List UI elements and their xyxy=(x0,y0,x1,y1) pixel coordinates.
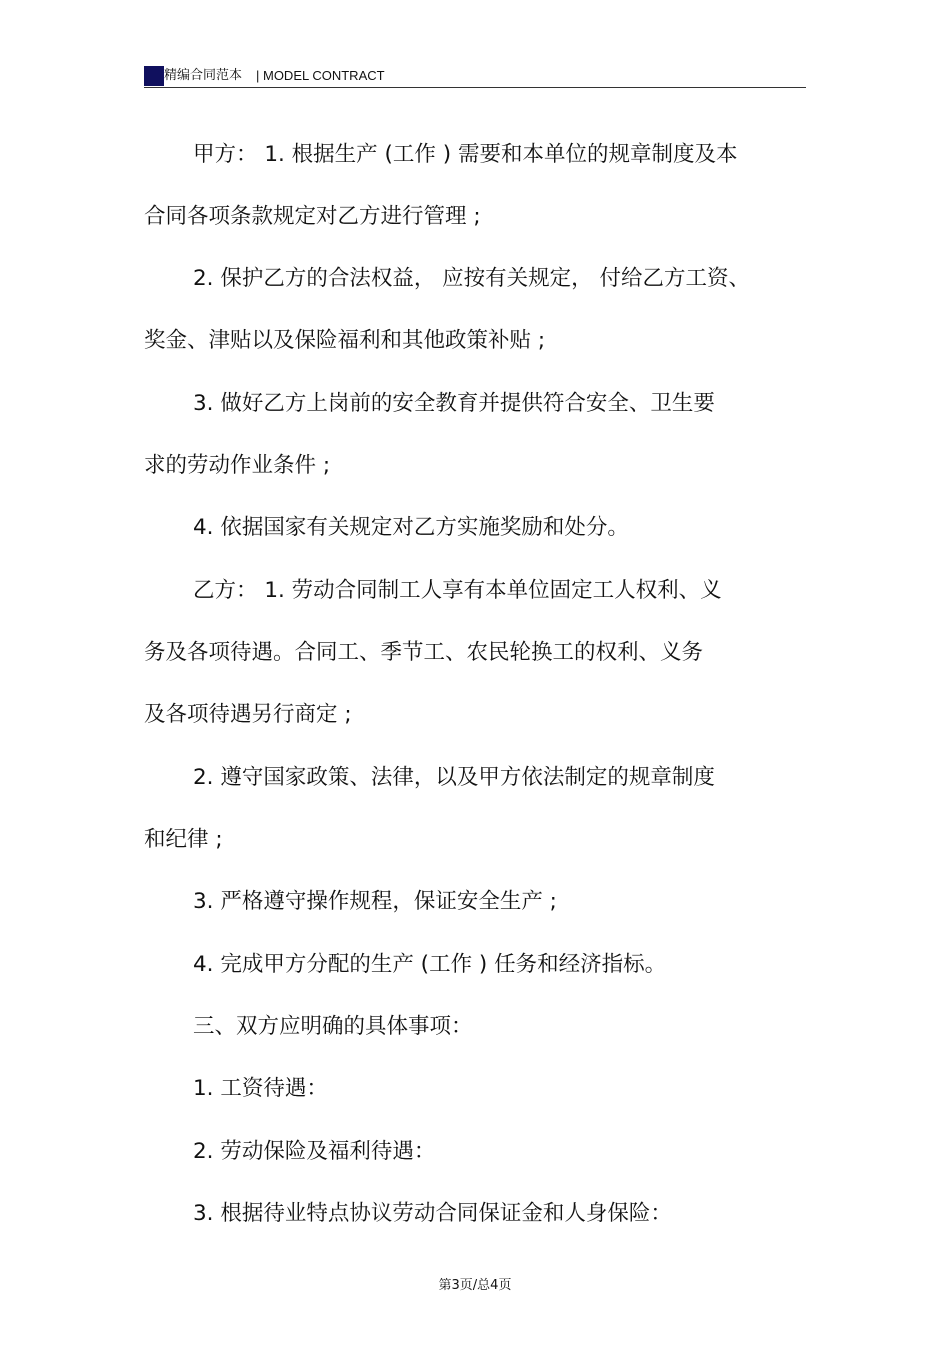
text-line: 2. 遵守国家政策、法律，以及甲方依法制定的规章制度 xyxy=(193,765,715,790)
text-line: 4. 完成甲方分配的生产 (工作 ) 任务和经济指标。 xyxy=(193,952,667,977)
list-item: 3. 根据待业特点协议劳动合同保证金和人身保险： xyxy=(193,1201,672,1226)
text-line: 合同各项条款规定对乙方进行管理 ; xyxy=(144,204,481,229)
text-line: 及各项待遇另行商定 ; xyxy=(144,702,352,727)
list-item: 2. 劳动保险及福利待遇： xyxy=(193,1139,436,1164)
header-divider xyxy=(144,87,806,88)
text-line: 求的劳动作业条件 ; xyxy=(144,453,331,478)
text-line: 3. 严格遵守操作规程，保证安全生产 ; xyxy=(193,889,557,914)
page-header xyxy=(144,66,806,90)
text-line: 3. 做好乙方上岗前的安全教育并提供符合安全、卫生要 xyxy=(193,391,715,416)
header-subtitle: | MODEL CONTRACT xyxy=(256,68,385,83)
text-line: 务及各项待遇。合同工、季节工、农民轮换工的权利、义务 xyxy=(144,640,704,665)
header-title: 精编合同范本 xyxy=(164,68,243,83)
text-line: 甲方： 1. 根据生产 (工作 ) 需要和本单位的规章制度及本 xyxy=(193,142,738,167)
text-line: 奖金、津贴以及保险福利和其他政策补贴 ; xyxy=(144,328,546,353)
list-item: 1. 工资待遇： xyxy=(193,1076,328,1101)
text-line: 2. 保护乙方的合法权益， 应按有关规定， 付给乙方工资、 xyxy=(193,266,751,291)
text-line: 乙方： 1. 劳动合同制工人享有本单位固定工人权利、义 xyxy=(193,578,722,603)
text-line: 4. 依据国家有关规定对乙方实施奖励和处分。 xyxy=(193,515,629,540)
page-number: 第3页/总4页 xyxy=(438,1278,512,1293)
text-line: 和纪律 ; xyxy=(144,827,223,852)
section-heading: 三、双方应明确的具体事项： xyxy=(193,1014,473,1039)
logo-square-icon xyxy=(144,66,164,86)
